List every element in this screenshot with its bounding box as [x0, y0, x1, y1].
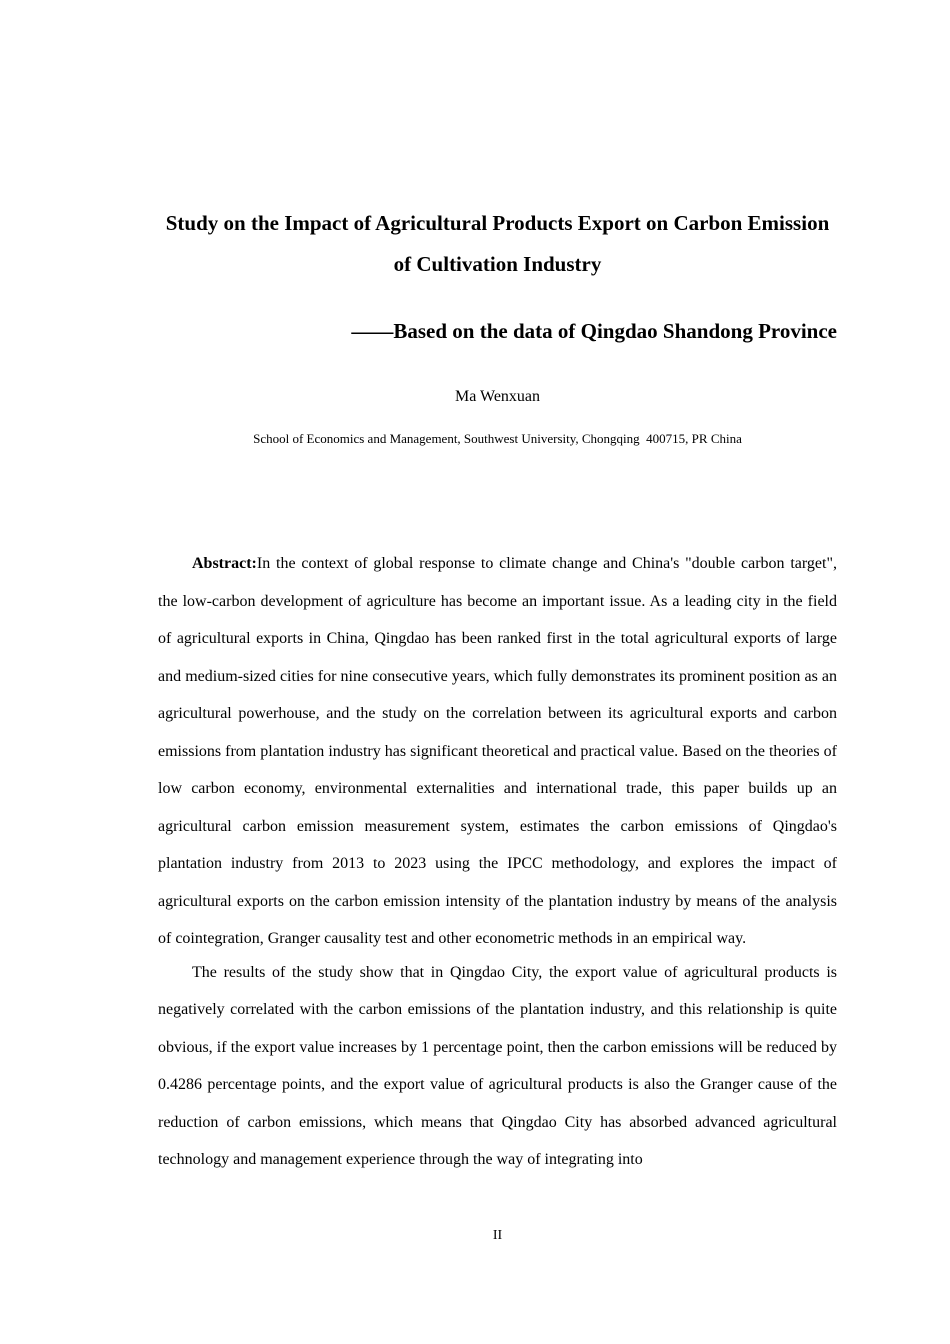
author-affiliation: School of Economics and Management, Southwest University, Chongqing 400715, PR China [253, 431, 742, 446]
author-name: Ma Wenxuan [454, 388, 541, 405]
page-number: II [492, 1228, 503, 1243]
abstract-paragraph-2: The results of the study show that in Qingdao City, the export value of agricultural products is negatively correlated with the carbon emissions of the plantation industry, and this relationship is quite obvious, if the export value increases by 1 percentage point, then the carbon emissions will be reduced by 0.4286 percentage points, and the export value of agricultural products is also the Granger cause of the reduction of carbon emissions, which means that Qingdao City has absorbed advanced agricultural technology and management experience through the way of integrating into [158, 963, 837, 1168]
abstract-paragraph-1 [158, 545, 837, 958]
abstract-label: Abstract: [192, 555, 257, 572]
paper-subtitle: ——Based on the data of Qingdao Shandong Province [351, 319, 837, 343]
paper-title: Study on the Impact of Agricultural Products Export on Carbon Emission of Cultivation Industry [165, 211, 830, 276]
abstract-section [158, 545, 837, 1179]
abstract-paragraph-1-text: In the context of global response to climate change and China's "double carbon target", the low-carbon development of agriculture has become an important issue. As a leading city in the field of agricultural exports in China, Qingdao has been ranked first in the total agricultural exports of large and medium-sized cities for nine consecutive years, which fully demonstrates its prominent position as an agricultural powerhouse, and the study on the correlation between its agricultural exports and carbon emissions from plantation industry has significant theoretical and practical value. Based on the theories of low carbon economy, environmental externalities and international trade, this paper builds up an agricultural carbon emission measurement system, estimates the carbon emissions of Qingdao's plantation industry from 2013 to 2023 using the IPCC methodology, and explores the impact of agricultural exports on the carbon emission intensity of the plantation industry by means of the analysis of cointegration, Granger causality test and other econometric methods in an empirical way. [158, 555, 837, 947]
